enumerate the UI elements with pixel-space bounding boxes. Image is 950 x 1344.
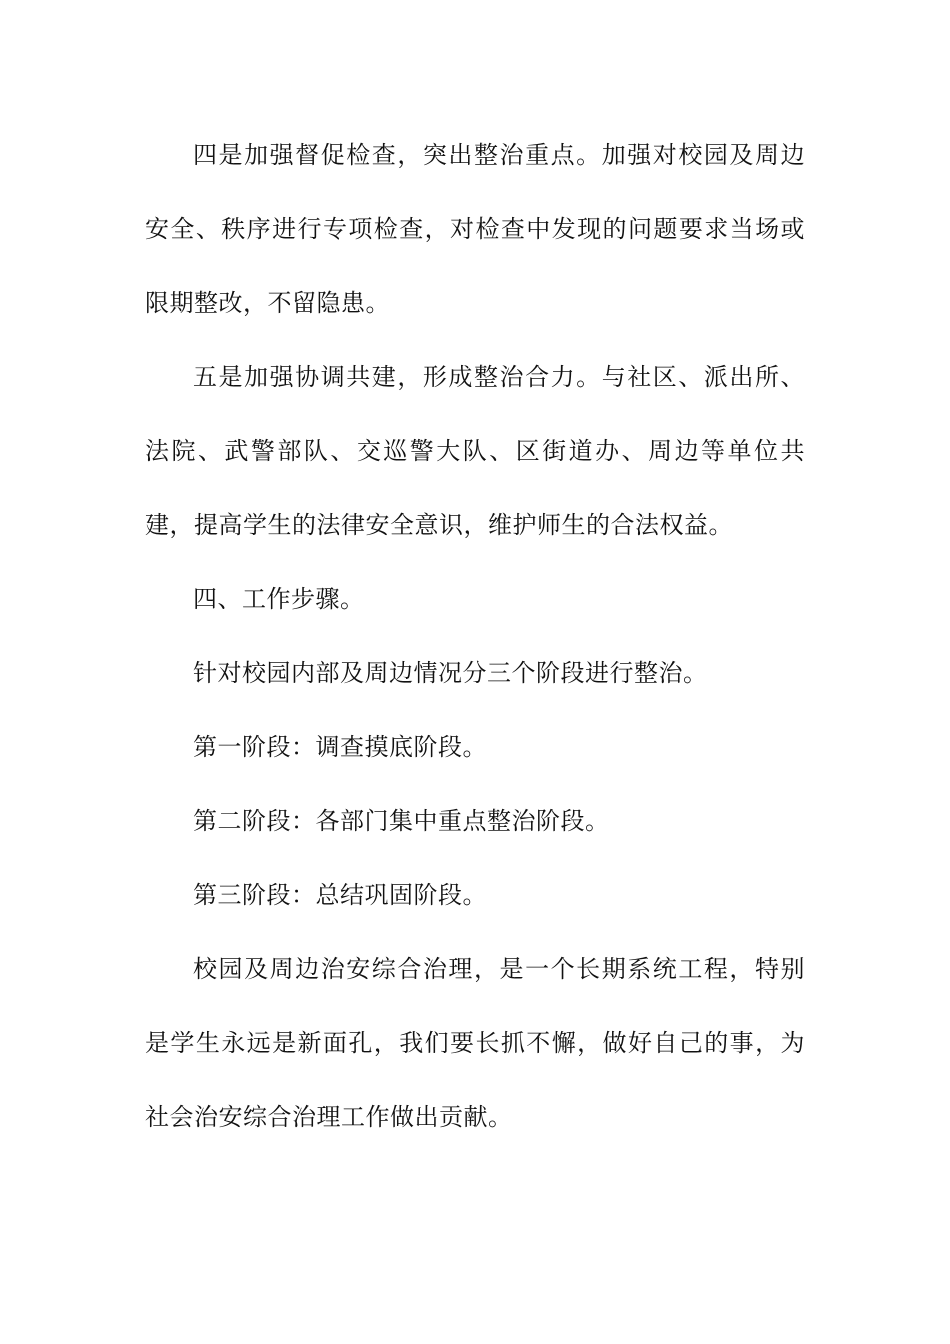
paragraph-stage-two: 第二阶段：各部门集中重点整治阶段。 (193, 807, 610, 835)
paragraph-coordination-cooperation: 五是加强协调共建，形成整治合力。与社区、派出所、法院、武警部队、交巡警大队、区街道办、周边等单位共建，提高学生的法律安全意识，维护师生的合法权益。 (145, 363, 805, 539)
paragraph-conclusion: 校园及周边治安综合治理，是一个长期系统工程，特别是学生永远是新面孔，我们要长抓不懈，做好自己的事，为社会治安综合治理工作做出贡献。 (145, 955, 805, 1131)
paragraph-stage-one: 第一阶段：调查摸底阶段。 (193, 733, 487, 761)
paragraph-supervision-inspection: 四是加强督促检查，突出整治重点。加强对校园及周边安全、秩序进行专项检查，对检查中发现的问题要求当场或限期整改，不留隐患。 (145, 141, 805, 317)
paragraph-stage-three: 第三阶段：总结巩固阶段。 (193, 881, 487, 909)
document-body (145, 118, 805, 1154)
section-heading-work-steps: 四、工作步骤。 (193, 585, 365, 613)
paragraph-three-stages-intro: 针对校园内部及周边情况分三个阶段进行整治。 (193, 659, 708, 687)
